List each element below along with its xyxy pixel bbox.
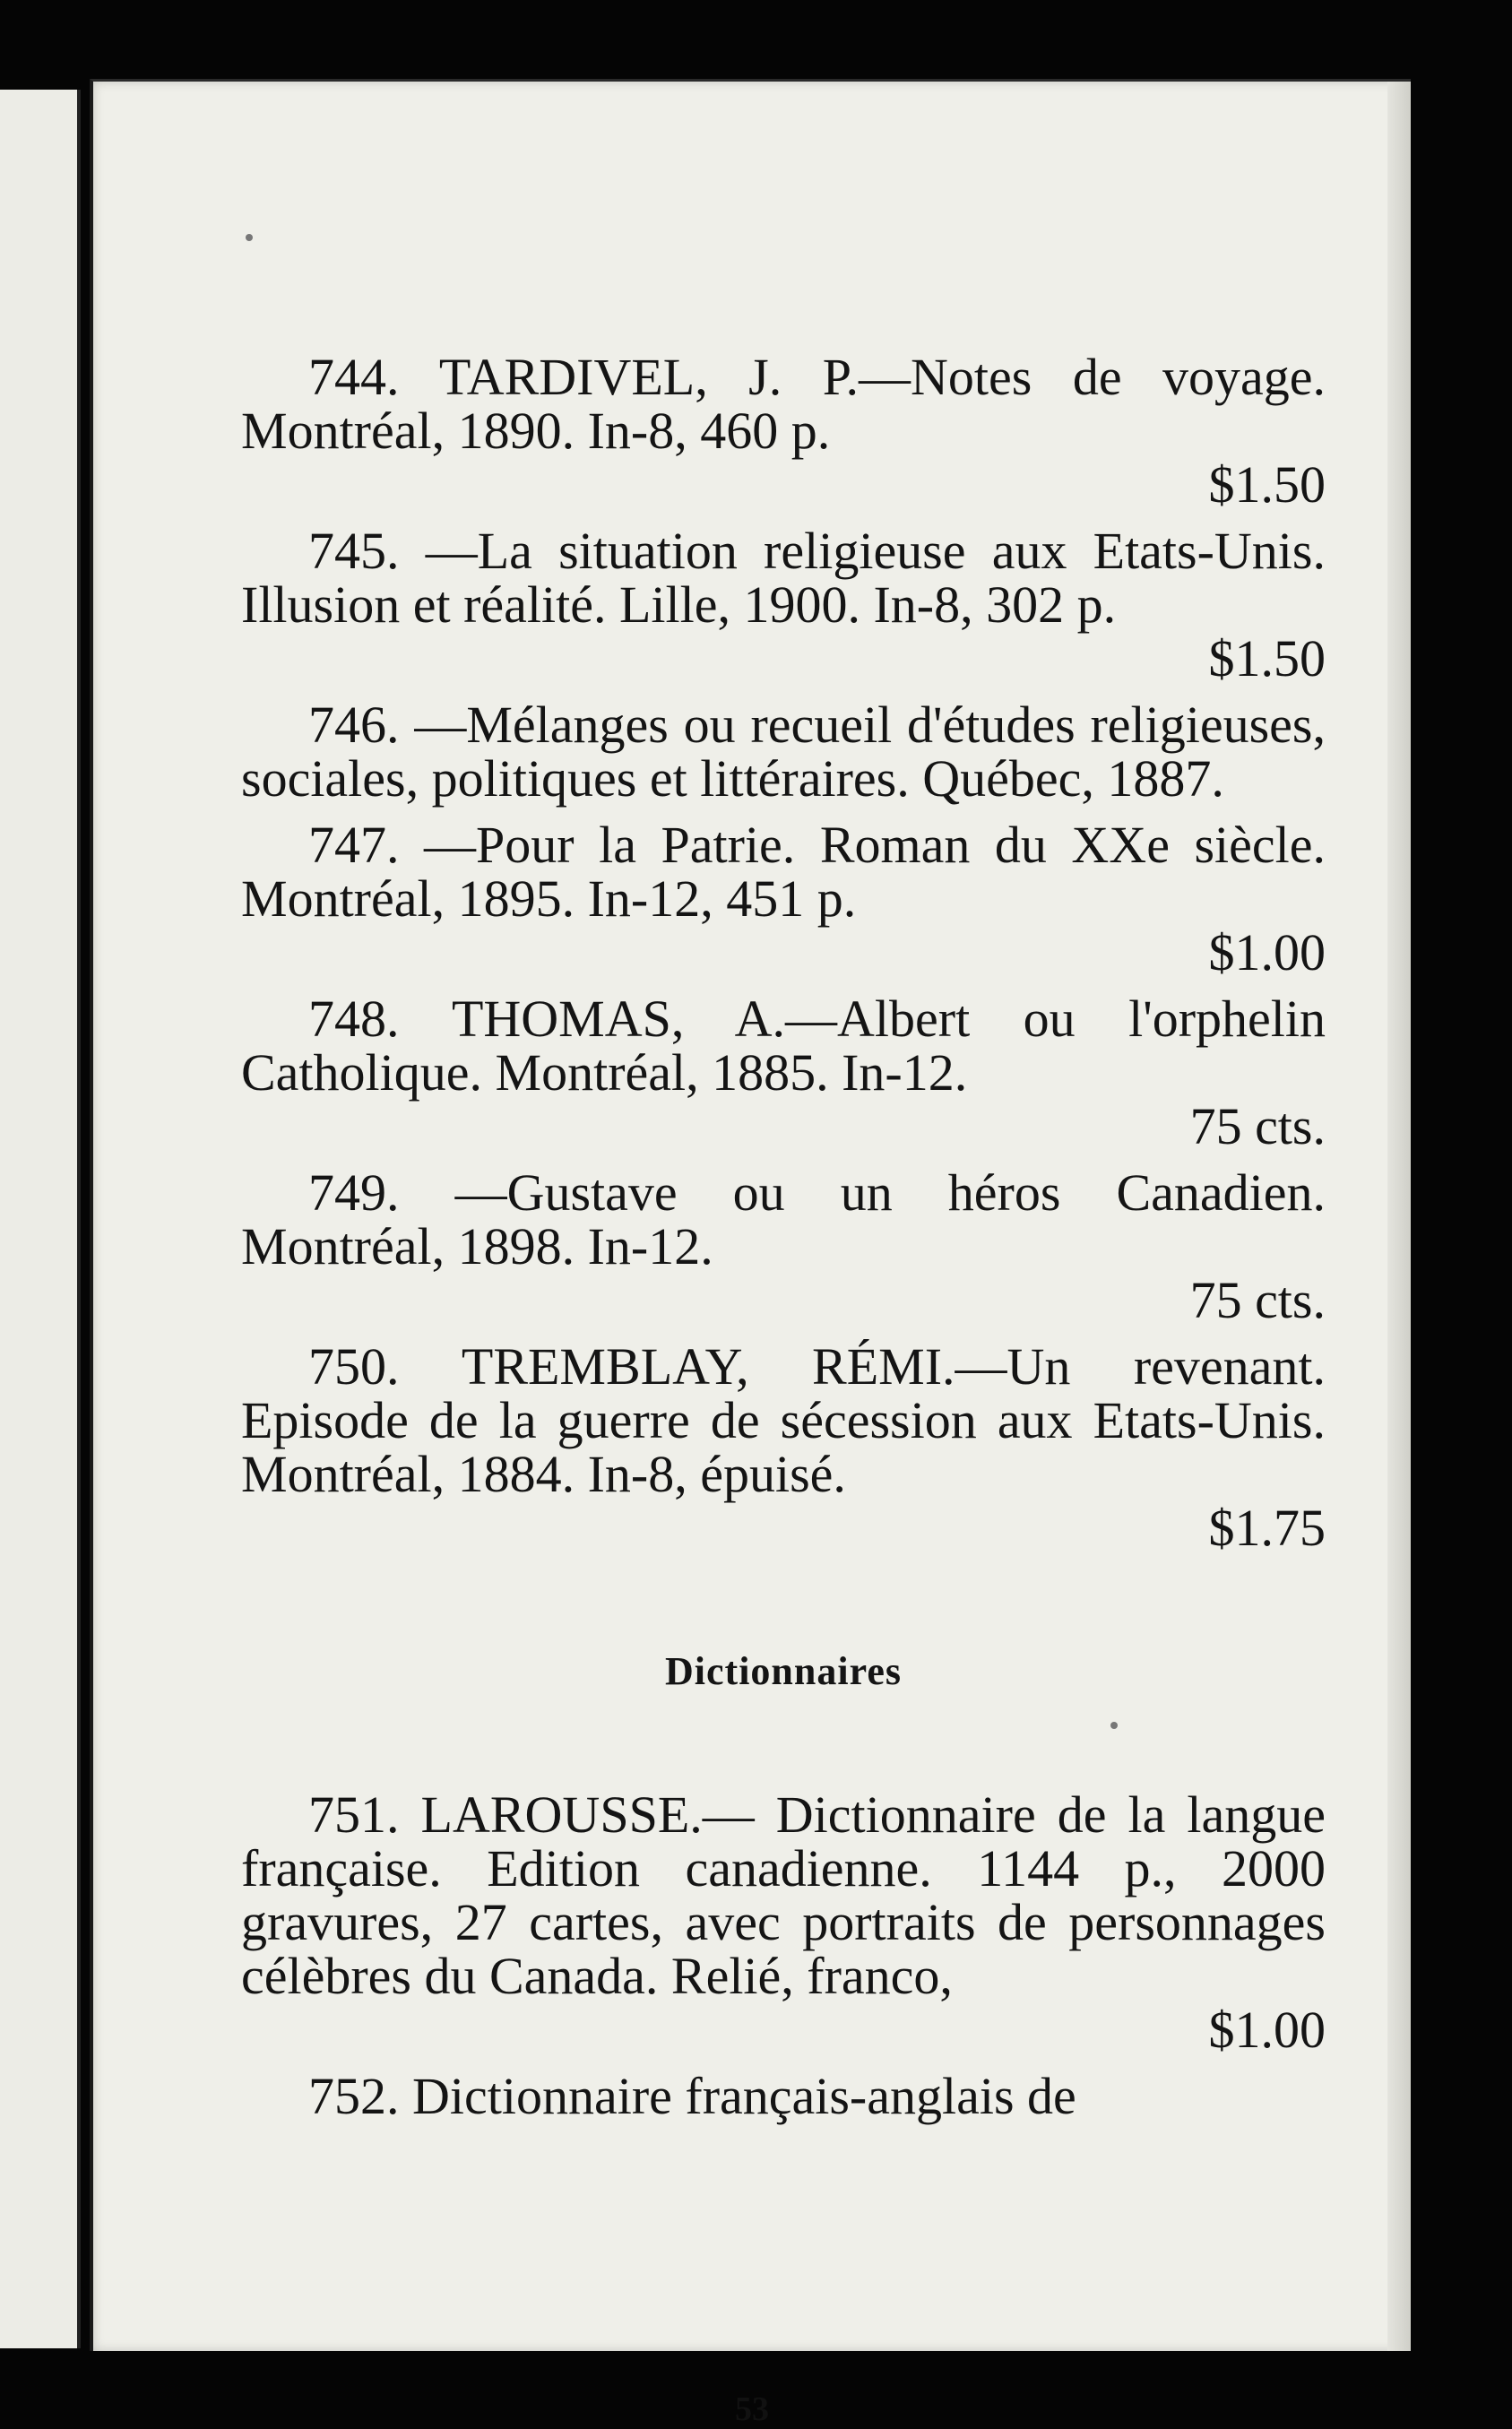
entry-number: 746.: [308, 696, 400, 754]
catalog-entry: [241, 992, 1326, 1154]
entry-number: 747.: [308, 816, 400, 874]
catalog-entry: [241, 350, 1326, 512]
catalog-entries: [241, 350, 1326, 1555]
entry-price: 75 cts.: [1189, 1097, 1326, 1155]
entry-number: 752.: [308, 2067, 400, 2125]
entry-text: —Pour la Patrie. Roman du XXe siècle. Montréal, 1895. In-12, 451 p.: [241, 816, 1326, 928]
page-content: [241, 350, 1326, 2136]
entry-price: $1.00: [1208, 2001, 1326, 2059]
page-number: 53: [735, 2390, 769, 2428]
entry-number: 748.: [308, 990, 400, 1048]
entry-price: $1.75: [1208, 1499, 1326, 1557]
entry-text: TREMBLAY, RÉMI.—Un revenant. Episode de la guerre de sécession aux Etats-Unis. Montréal, 1884. In-8, épuisé.: [241, 1337, 1326, 1503]
catalog-entry: [241, 698, 1326, 806]
entry-price: $1.50: [1208, 455, 1326, 514]
entry-number: 751.: [308, 1785, 400, 1844]
entry-number: 750.: [308, 1337, 400, 1396]
entry-price: $1.50: [1208, 629, 1326, 687]
catalog-entries-dictionaries: [241, 1785, 1326, 2125]
entry-text: LAROUSSE.— Dictionnaire de la langue française. Edition canadienne. 1144 p., 2000 gravures, 27 cartes, avec portraits de personnages célèbres du Canada. Relié, franco,: [241, 1785, 1326, 2005]
book-page: [90, 79, 1411, 2428]
entry-text: —La situation religieuse aux Etats-Unis. Illusion et réalité. Lille, 1900. In-8, 302 p.: [241, 522, 1326, 634]
entry-text: THOMAS, A.—Albert ou l'orphelin Catholique. Montréal, 1885. In-12.: [241, 990, 1326, 1102]
page-speck: [246, 234, 253, 241]
adjacent-page-edge: [0, 90, 81, 2348]
entry-price: 75 cts.: [1189, 1271, 1326, 1329]
catalog-entry: [241, 1337, 1326, 1557]
catalog-entry: [241, 1163, 1326, 1329]
entry-text: TARDIVEL, J. P.—Notes de voyage. Montréal, 1890. In-8, 460 p.: [241, 348, 1326, 460]
entry-text: —Gustave ou un héros Canadien. Montréal, 1898. In-12.: [241, 1163, 1326, 1275]
catalog-entry: [241, 524, 1326, 686]
entry-price: $1.00: [1208, 923, 1326, 981]
page-spine-edge: [1387, 82, 1411, 2351]
entry-number: 749.: [308, 1163, 400, 1222]
section-heading: Dictionnaires: [665, 1649, 902, 1693]
catalog-entry: [241, 2067, 1326, 2125]
entry-text: Dictionnaire français-anglais de: [412, 2067, 1076, 2125]
entry-text: —Mélanges ou recueil d'études religieuses, sociales, politiques et littéraires. Québec, 1887.: [241, 696, 1326, 808]
entry-number: 745.: [308, 522, 400, 580]
catalog-entry: [241, 1785, 1326, 2059]
entry-number: 744.: [308, 348, 400, 406]
catalog-entry: [241, 818, 1326, 980]
